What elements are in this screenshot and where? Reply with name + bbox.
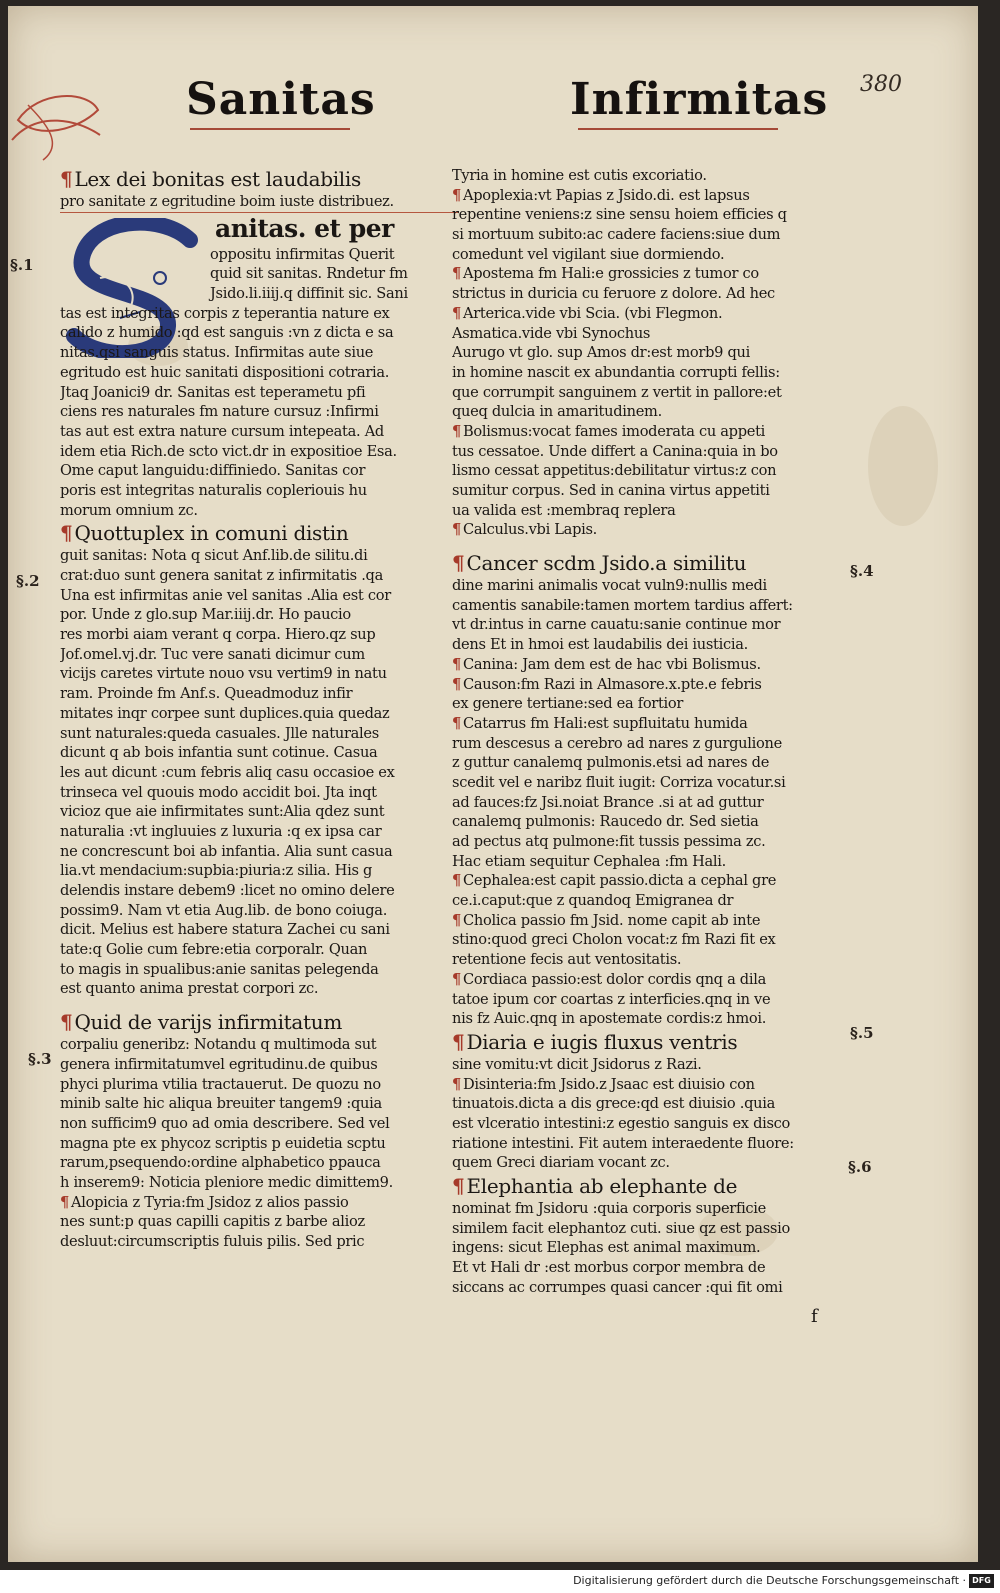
text-line [452,911,838,931]
line-text: calido z humido :qd est sanguis :vn z dicta e sa [60,324,394,342]
text-line [452,576,838,596]
text-line [60,245,458,265]
text-line [452,635,838,655]
text-line [60,1114,458,1134]
text-line [452,343,838,363]
rubric-pilcrow: ¶ [452,521,461,539]
line-text: Diaria e iugis fluxus ventris [466,1029,738,1054]
text-line [60,724,458,744]
line-text: Catarrus fm Hali:est supfluitatu humida [463,714,748,732]
text-line [452,1055,838,1075]
text-line [452,970,838,990]
text-line [60,192,458,213]
text-line [452,540,838,550]
rubric-pilcrow: ¶ [452,1174,465,1198]
line-text: Asmatica.vide vbi Synochus [452,324,651,342]
line-text: magna pte ex phycoz scriptis p euidetia scptu [60,1134,386,1152]
rubric-heading-line [60,213,458,245]
text-line [60,383,458,403]
text-line [60,323,458,343]
text-line [60,743,458,763]
line-text: Cancer scdm Jsido.a similitu [466,551,747,576]
line-text: res morbi aiam verant q corpa. Hiero.qz sup [60,626,376,644]
rubric-heading-line [452,550,838,576]
text-line [452,852,838,872]
text-line [452,245,838,265]
text-line [60,546,458,566]
text-line [60,1153,458,1173]
line-text: siccans ac corrumpes quasi cancer :qui fit omi [452,1278,783,1296]
text-line [60,861,458,881]
text-line [60,1173,458,1193]
text-line [60,461,458,481]
line-text: Bolismus:vocat fames imoderata cu appeti [463,422,766,440]
text-line [60,645,458,665]
text-line [60,842,458,862]
text-line [452,363,838,383]
line-text: guit sanitas: Nota q sicut Anf.lib.de silitu.di [60,547,368,565]
line-text: trinseca vel quouis modo accidit boi. Jta inqt [60,783,377,801]
text-line [452,1075,838,1095]
paper-stain [868,406,938,526]
rubric-pilcrow: ¶ [60,1010,73,1035]
text-line [452,891,838,911]
text-line [60,684,458,704]
line-text: retentione fecis aut ventositatis. [452,951,682,969]
text-line [60,566,458,586]
line-text: similem facit elephantoz cuti. siue qz est passio [452,1219,790,1237]
line-text: dens Et in hmoi est laudabilis dei iusticia. [452,636,748,654]
rubric-heading-line [452,1029,838,1055]
text-line [60,586,458,606]
text-line [452,1114,838,1134]
line-text: Jsido.li.iiij.q diffinit sic. Sani [210,285,408,303]
line-text: repentine veniens:z sine sensu hoiem efficies q [452,206,787,224]
line-text: est vlceratio intestini:z egestio sanguis ex disco [452,1114,791,1132]
line-text: minib salte hic aliqua breuiter tangem9 :quia [60,1095,382,1113]
section-marker: §.4 [850,562,874,580]
line-text: Cholica passio fm Jsid. nome capit ab inte [463,911,761,929]
line-text: comedunt vel vigilant siue dormiendo. [452,245,725,263]
line-text: Cephalea:est capit passio.dicta a cephal gre [463,872,777,890]
text-line [452,481,838,501]
manuscript-page [8,6,978,1562]
line-text: naturalia :vt ingluuies z luxuria :q ex ipsa car [60,822,382,840]
text-line [452,324,838,344]
text-line [60,625,458,645]
line-text: Aurugo vt glo. sup Amos dr:est morb9 qui [452,344,750,362]
line-text: rum descesus a cerebro ad nares z gurgulione [452,734,782,752]
dfg-logo: DFG [969,1574,994,1588]
line-text: tas est integritas corpis z teperantia nature ex [60,304,390,322]
text-line [60,1035,458,1055]
text-line [60,442,458,462]
line-text: camentis sanabile:tamen mortem tardius affert: [452,596,793,614]
line-text: vicijs caretes virtute nouo vsu vertim9 in natu [60,665,387,683]
text-line [60,901,458,921]
line-text: mitates inqr corpee sunt duplices.quia quedaz [60,704,390,722]
text-line [60,940,458,960]
text-line [60,1134,458,1154]
text-line [452,520,838,540]
funding-notice: Digitalisierung gefördert durch die Deutsche Forschungsgemeinschaft · [573,1574,966,1587]
line-text: dicunt q ab bois infantia sunt cotinue. Casua [60,744,378,762]
line-text: Alopicia z Tyria:fm Jsidoz z alios passio [71,1193,349,1211]
text-line [452,304,838,324]
text-line [60,304,458,324]
line-text: Canina: Jam dem est de hac vbi Bolismus. [463,655,761,673]
text-line [60,979,458,999]
rubric-pilcrow: ¶ [452,714,461,732]
text-line [60,422,458,442]
line-text: Arterica.vide vbi Scia. (vbi Flegmon. [463,304,723,322]
line-text: Apostema fm Hali:e grossicies z tumor co [463,265,759,283]
right-column [452,166,838,1297]
line-text: nitas.qsi sanguis status. Infirmitas aute siue [60,344,374,362]
line-text: anitas. et per [215,213,394,243]
line-text: riatione intestini. Fit autem interaedente fluore: [452,1134,794,1152]
text-line [452,615,838,635]
text-line [60,1212,458,1232]
text-line [452,225,838,245]
text-line [452,675,838,695]
text-line [452,1238,838,1258]
line-text: scedit vel e naribz fluit iugit: Corriza vocatur.si [452,773,786,791]
line-text: ingens: sicut Elephas est animal maximum. [452,1239,761,1257]
line-text: por. Unde z glo.sup Mar.iiij.dr. Ho paucio [60,606,351,624]
line-text: nes sunt:p quas capilli capitis z barbe alioz [60,1213,365,1231]
line-text: tatoe ipum cor coartas z interficies.qnq in ve [452,990,771,1008]
section-marker: §.6 [848,1158,872,1176]
text-line [60,402,458,422]
rubric-pilcrow: ¶ [60,167,73,191]
text-line [60,1055,458,1075]
text-line [60,481,458,501]
text-line [60,1232,458,1252]
line-text: si mortuum subito:ac cadere faciens:siue dum [452,226,781,244]
line-text: Ome caput languidu:diffiniedo. Sanitas cor [60,462,366,480]
line-text: ciens res naturales fm nature cursuz :Infirmi [60,403,379,421]
text-line [452,793,838,813]
line-text: Et vt Hali dr :est morbus corpor membra de [452,1259,766,1277]
line-text: est quanto anima prestat corpori zc. [60,980,319,998]
line-text: rarum,psequendo:ordine alphabetico ppauca [60,1154,381,1172]
line-text: poris est integritas naturalis copleriouis hu [60,481,367,499]
text-line [452,1258,838,1278]
line-text: morum omnium zc. [60,501,198,519]
line-text: tas aut est extra nature cursum intepeata. Ad [60,422,384,440]
line-text: lismo cessat appetitus:debilitatur virtus:z con [452,462,777,480]
line-text: z guttur canalemq pulmonis.etsi ad nares de [452,754,770,772]
text-line [452,1219,838,1239]
text-line [452,930,838,950]
line-text: Quid de varijs infirmitatum [74,1010,343,1035]
text-line [60,343,458,363]
line-text: que corrumpit sanguinem z vertit in pallore:et [452,383,782,401]
line-text: canalemq pulmonis: Raucedo dr. Sed sietia [452,813,759,831]
text-line [452,655,838,675]
line-text: Apoplexia:vt Papias z Jsido.di. est lapsus [463,186,750,204]
rubric-pilcrow: ¶ [452,911,461,929]
text-line [452,264,838,284]
text-line [452,714,838,734]
text-line [452,461,838,481]
rubric-heading-line [60,166,458,192]
text-line [452,284,838,304]
text-line [452,166,838,186]
text-line [60,363,458,383]
text-line [452,1153,838,1173]
folio-number: 380 [860,72,902,97]
line-text: sumitur corpus. Sed in canina virtus appetiti [452,482,770,499]
text-line [60,284,458,304]
line-text: ne concrescunt boi ab infantia. Alia sunt casua [60,842,393,860]
rubric-heading-line [60,520,458,546]
text-line [452,871,838,891]
section-marker: §.3 [28,1050,52,1068]
line-text: phyci plurima vtilia tractauerut. De quozu no [60,1075,381,1093]
rubric-pilcrow: ¶ [452,265,461,283]
line-text: quem Greci diariam vocant zc. [452,1154,670,1172]
text-line [60,664,458,684]
text-line [452,832,838,852]
line-text: Quottuplex in comuni distin [74,521,349,546]
line-text: corpaliu generibz: Notandu q multimoda sut [60,1036,377,1054]
line-text: ce.i.caput:que z quandoq Emigranea dr [452,892,734,910]
line-text: idem etia Rich.de scto vict.dr in expositioe Esa. [60,442,397,460]
line-text: Tyria in homine est cutis excoriatio. [452,167,707,184]
line-text: Elephantia ab elephante de [466,1174,738,1198]
line-text: nominat fm Jsidoru :quia corporis superficie [452,1200,767,1217]
line-text: Causon:fm Razi in Almasore.x.pte.e febris [463,675,762,693]
rubric-pilcrow: ¶ [452,1075,461,1093]
rubric-pilcrow: ¶ [452,422,461,440]
text-line [452,442,838,462]
text-line [452,501,838,521]
text-line [452,383,838,403]
line-text: Cordiaca passio:est dolor cordis qnq a dila [463,970,766,988]
rubric-pilcrow: ¶ [452,304,461,322]
line-text: delendis instare debem9 :licet no omino delere [60,882,395,899]
line-text: dine marini animalis vocat vuln9:nullis medi [452,577,767,595]
text-line [60,783,458,803]
rubric-pilcrow: ¶ [452,1029,465,1054]
rubric-pilcrow: ¶ [60,521,73,546]
head-rule [190,128,350,130]
text-line [60,1193,458,1213]
text-line [452,773,838,793]
line-text: Calculus.vbi Lapis. [463,521,598,539]
text-line [60,605,458,625]
text-line [452,753,838,773]
text-line [60,999,458,1009]
text-line [452,186,838,206]
left-column [60,166,458,1252]
line-text: tinuatois.dicta a dis grece:qd est diuisio .quia [452,1095,775,1113]
rubric-pilcrow: ¶ [452,970,461,988]
line-text: crat:duo sunt genera sanitat z infirmitatis .qa [60,567,383,584]
head-rule [578,128,778,130]
rubric-heading-line [452,1173,838,1199]
text-line [452,734,838,754]
line-text: Jtaq Joanici9 dr. Sanitas est teperametu pfi [60,383,366,401]
text-line [452,1094,838,1114]
text-line [60,920,458,940]
footer-bar [0,1570,1000,1593]
line-text: tus cessatoe. Unde differt a Canina:quia in bo [452,442,778,460]
line-text: vicioz que aie infirmitates sunt:Alia qdez sunt [60,803,385,821]
text-line [60,704,458,724]
text-line [60,960,458,980]
text-line [452,205,838,225]
line-text: Lex dei bonitas est laudabilis [74,167,361,191]
section-marker: §.2 [16,572,40,590]
line-text: tate:q Golie cum febre:etia corporalr. Quan [60,941,368,959]
line-text: egritudo est huic sanitati dispositioni cotraria. [60,363,390,381]
line-text: stino:quod greci Cholon vocat:z fm Razi fit ex [452,931,776,949]
section-marker: §.5 [850,1024,874,1042]
line-text: possim9. Nam vt etia Aug.lib. de bono coiuga. [60,901,388,919]
line-text: ua valida est :membraq replera [452,501,676,519]
line-text: sunt naturales:queda casuales. Jlle naturales [60,724,379,742]
rubric-pilcrow: ¶ [452,675,461,693]
text-line [452,422,838,442]
text-line [60,1075,458,1095]
flourish-ornament [8,80,108,170]
text-line [452,990,838,1010]
text-line [452,1278,838,1298]
running-head-left: Sanitas [186,74,376,125]
line-text: oppositu infirmitas Querit [210,245,395,263]
text-line [452,596,838,616]
rubric-pilcrow: ¶ [60,1193,69,1211]
line-text: quid sit sanitas. Rndetur fm [210,265,408,283]
line-text: lia.vt mendacium:supbia:piuria:z silia. His g [60,862,373,880]
line-text: Jof.omel.vj.dr. Tuc vere sanati dicimur cum [60,645,365,663]
line-text: dicit. Melius est habere statura Zachei cu sani [60,921,390,939]
text-line [452,1134,838,1154]
running-head-right: Infirmitas [570,74,829,125]
line-text: vt dr.intus in carne cauatu:sanie continue mor [452,616,781,634]
rubric-pilcrow: ¶ [452,872,461,890]
text-line [60,802,458,822]
text-line [60,763,458,783]
line-text: sine vomitu:vt dicit Jsidorus z Razi. [452,1055,702,1073]
line-text: Hac etiam sequitur Cephalea :fm Hali. [452,852,726,870]
line-text: desluut:circumscriptis fuluis pilis. Sed pric [60,1233,365,1250]
line-text: ex genere tertiane:sed ea fortior [452,695,684,713]
line-text: non sufficim9 quo ad omia describere. Sed vel [60,1114,390,1132]
text-line [452,950,838,970]
line-text: ram. Proinde fm Anf.s. Queadmoduz infir [60,685,353,703]
catchword: f [811,1306,818,1327]
line-text: ad fauces:fz Jsi.noiat Brance .si at ad guttur [452,793,764,811]
text-line [452,1009,838,1029]
text-line [452,402,838,422]
rubric-pilcrow: ¶ [452,186,461,204]
line-text: ad pectus atq pulmone:fit tussis pessima zc. [452,833,766,850]
rubric-pilcrow: ¶ [452,551,465,576]
text-line [60,881,458,901]
text-line [452,1199,838,1219]
line-text: h inserem9: Noticia pleniore medic dimittem9. [60,1173,393,1191]
text-line [60,1094,458,1114]
text-line [60,264,458,284]
text-line [60,501,458,521]
line-text: genera infirmitatumvel egritudinu.de quibus [60,1055,378,1073]
line-text: nis fz Auic.qnq in apostemate cordis:z hmoi. [452,1010,767,1028]
line-text: in homine nascit ex abundantia corrupti fellis: [452,363,780,381]
line-text: les aut dicunt :cum febris aliq casu occasioe ex [60,763,395,781]
line-text: pro sanitate z egritudine boim iuste distribuez. [60,193,394,210]
text-line [60,822,458,842]
section-marker: §.1 [10,256,34,274]
text-line [452,694,838,714]
line-text: queq dulcia in amaritudinem. [452,403,662,421]
rubric-pilcrow: ¶ [452,655,461,673]
line-text: strictus in duricia cu feruore z dolore. Ad hec [452,285,775,303]
line-text: Una est infirmitas anie vel sanitas .Alia est cor [60,586,391,604]
rubric-heading-line [60,1009,458,1035]
text-line [452,812,838,832]
line-text: Disinteria:fm Jsido.z Jsaac est diuisio con [463,1075,755,1093]
line-text: to magis in spualibus:anie sanitas pelegenda [60,960,379,978]
